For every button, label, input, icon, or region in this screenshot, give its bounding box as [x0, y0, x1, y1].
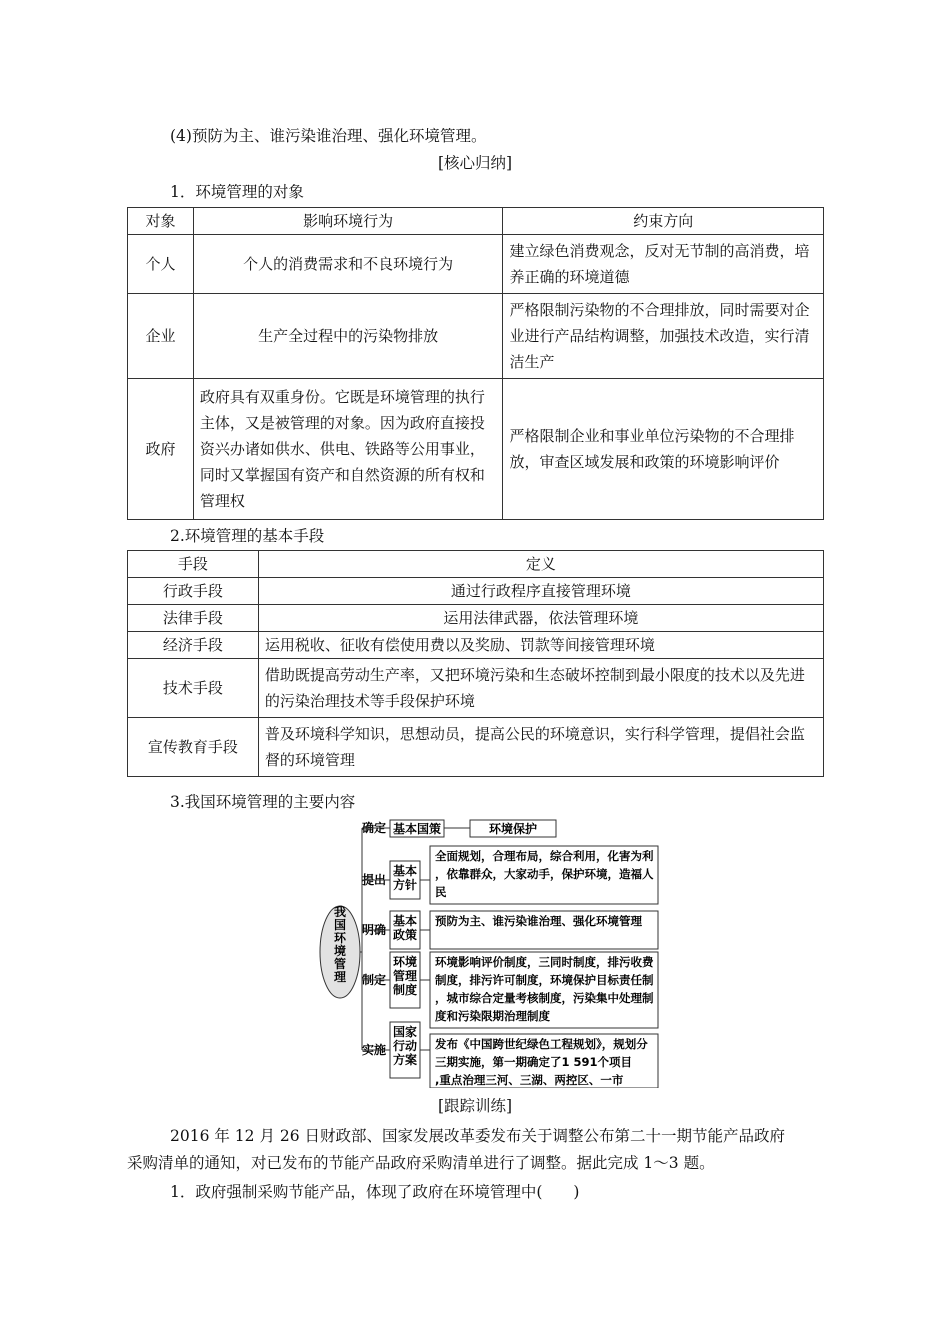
means-cell: 法律手段 — [128, 605, 259, 632]
table-row — [128, 235, 824, 294]
branch-verb: 制定 — [361, 973, 387, 987]
behavior-cell: 政府具有双重身份。它既是环境管理的执行主体，又是被管理的对象。因为政府直接投资兴办诸如供水、供电、铁路等公用事业，同时又掌握国有资产和自然资源的所有权和管理权 — [193, 379, 503, 520]
subject-cell: 个人 — [128, 235, 194, 294]
branch-verb: 实施 — [361, 1043, 387, 1057]
constraint-cell: 严格限制污染物的不合理排放，同时需要对企业进行产品结构调整，加强技术改造，实行清洁生产 — [503, 294, 824, 379]
branch-node: 环境管理制度 — [392, 955, 418, 997]
section-core-heading: [核心归纳] — [437, 154, 513, 172]
table-row — [128, 605, 824, 632]
means-table — [127, 550, 824, 777]
diagram-branch — [362, 952, 658, 1028]
table-row — [128, 294, 824, 379]
table-row — [128, 659, 824, 718]
definition-cell: 通过行政程序直接管理环境 — [258, 578, 823, 605]
heading-means: 2.环境管理的基本手段 — [170, 527, 325, 545]
header-cell: 定义 — [258, 551, 823, 578]
branch-content: 全面规划，合理布局，综合利用，化害为利，依靠群众，大家动手，保护环境，造福人民 — [435, 849, 654, 899]
paragraph-line: 2016 年 12 月 26 日财政部、国家发展改革委发布关于调整公布第二十一期节能产品政府 — [170, 1127, 786, 1145]
branch-node: 国家行动方案 — [392, 1025, 418, 1067]
management-content-diagram — [318, 816, 668, 1088]
diagram-branch — [362, 820, 556, 837]
branch-verb: 提出 — [361, 873, 387, 887]
branch-content: 预防为主、谁污染谁治理、强化环境管理 — [435, 914, 642, 928]
constraint-cell: 建立绿色消费观念，反对无节制的高消费，培养正确的环境道德 — [503, 235, 824, 294]
branch-verb: 确定 — [361, 821, 387, 835]
branch-content: 发布《中国跨世纪绿色工程规划》，规划分三期实施，第一期确定了1 591个项目,重点治理三河、三湖、两控区、一市 — [435, 1037, 648, 1087]
means-cell: 宣传教育手段 — [128, 718, 259, 777]
diagram-branch — [362, 1022, 658, 1088]
paragraph-line: 采购清单的通知，对已发布的节能产品政府采购清单进行了调整。据此完成 1～3 题。 — [127, 1154, 715, 1172]
section-train-heading: [跟踪训练] — [437, 1097, 513, 1115]
intro-line: (4)预防为主、谁污染谁治理、强化环境管理。 — [170, 127, 487, 145]
question-1: 1．政府强制采购节能产品，体现了政府在环境管理中( ) — [170, 1183, 580, 1201]
header-cell: 对象 — [128, 208, 194, 235]
branch-node: 基本国策 — [392, 822, 442, 836]
objects-table — [127, 207, 824, 520]
definition-cell: 借助既提高劳动生产率，又把环境污染和生态破坏控制到最小限度的技术以及先进的污染治理技术等手段保护环境 — [258, 659, 823, 718]
table-row — [128, 379, 824, 520]
root-label: 我国环境管理 — [333, 905, 347, 984]
subject-cell: 企业 — [128, 294, 194, 379]
definition-cell: 运用税收、征收有偿使用费以及奖励、罚款等间接管理环境 — [258, 632, 823, 659]
means-cell: 行政手段 — [128, 578, 259, 605]
heading-objects: 1．环境管理的对象 — [170, 183, 304, 201]
heading-content: 3.我国环境管理的主要内容 — [170, 793, 356, 811]
table-row — [128, 632, 824, 659]
means-cell: 技术手段 — [128, 659, 259, 718]
table-header-row — [128, 208, 824, 235]
behavior-cell: 生产全过程中的污染物排放 — [193, 294, 503, 379]
header-cell: 影响环境行为 — [193, 208, 503, 235]
definition-cell: 运用法律武器，依法管理环境 — [258, 605, 823, 632]
header-cell: 手段 — [128, 551, 259, 578]
branch-verb: 明确 — [361, 923, 387, 937]
definition-cell: 普及环境科学知识，思想动员，提高公民的环境意识，实行科学管理，提倡社会监督的环境管理 — [258, 718, 823, 777]
means-cell: 经济手段 — [128, 632, 259, 659]
table-row — [128, 578, 824, 605]
diagram-branch — [362, 911, 658, 949]
branch-node: 基本方针 — [392, 864, 418, 892]
table-row — [128, 718, 824, 777]
branch-node: 基本政策 — [392, 914, 418, 942]
table-header-row — [128, 551, 824, 578]
constraint-cell: 严格限制企业和事业单位污染物的不合理排放，审查区域发展和政策的环境影响评价 — [503, 379, 824, 520]
subject-cell: 政府 — [128, 379, 194, 520]
diagram-branch — [362, 846, 658, 904]
branch-content: 环境影响评价制度，三同时制度，排污收费制度，排污许可制度，环境保护目标责任制，城市综合定量考核制度，污染集中处理制度和污染限期治理制度 — [435, 955, 654, 1023]
behavior-cell: 个人的消费需求和不良环境行为 — [193, 235, 503, 294]
header-cell: 约束方向 — [503, 208, 824, 235]
branch-content: 环境保护 — [488, 822, 538, 836]
